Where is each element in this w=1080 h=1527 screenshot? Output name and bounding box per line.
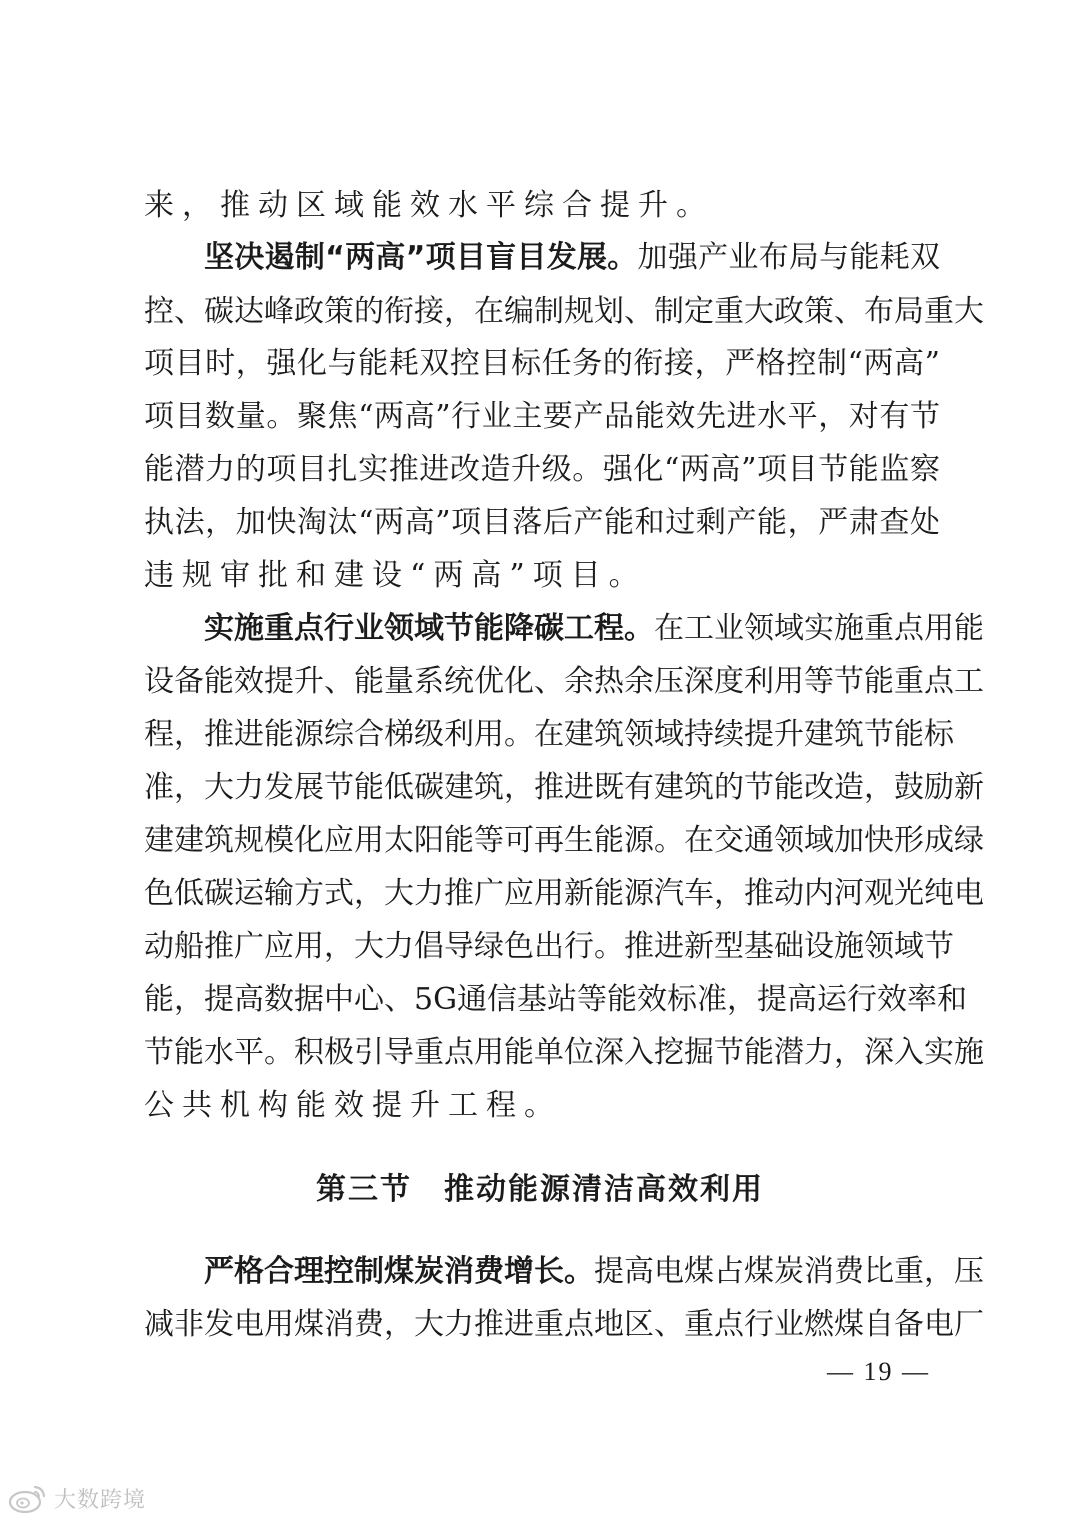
line-text: 设备能效提升、能量系统优化、余热余压深度利用等节能重点工 <box>144 664 984 699</box>
text-line <box>144 1033 984 1073</box>
text-line <box>144 768 984 808</box>
section-heading: 第三节 推动能源清洁高效利用 <box>316 1172 764 1207</box>
paragraph-first-line <box>204 609 984 649</box>
text-line <box>144 715 954 755</box>
watermark-text: 大数跨境 <box>54 1487 147 1513</box>
text-line <box>144 874 984 914</box>
line-text: 公共机构能效提升工程。 <box>144 1088 562 1123</box>
text-line <box>144 186 940 226</box>
text-line <box>144 821 984 861</box>
text-line <box>144 344 940 384</box>
line-text: 执法，加快淘汰“两高”项目落后产能和过剩产能，严肃查处 <box>144 505 940 540</box>
line-text: 控、碳达峰政策的衔接，在编制规划、制定重大政策、布局重大 <box>144 294 984 329</box>
line-text: 能潜力的项目扎实推进改造升级。强化“两高”项目节能监察 <box>144 452 940 487</box>
line-text: 动船推广应用，大力倡导绿色出行。推进新型基础设施领域节 <box>144 929 954 964</box>
paragraph-first-line <box>204 238 940 278</box>
line-text: 项目数量。聚焦“两高”行业主要产品能效先进水平，对有节 <box>144 399 940 434</box>
paragraph-lead: 实施重点行业领域节能降碳工程。 <box>204 611 654 646</box>
watermark <box>8 1478 146 1518</box>
text-line <box>144 503 940 543</box>
paragraph-lead: 严格合理控制煤炭消费增长。 <box>204 1254 594 1289</box>
page-number: — 19 — <box>827 1357 930 1386</box>
line-text: 减非发电用煤消费，大力推进重点地区、重点行业燃煤自备电厂 <box>144 1307 984 1342</box>
text-line <box>144 397 940 437</box>
line-text: 节能水平。积极引导重点用能单位深入挖掘节能潜力，深入实施 <box>144 1035 984 1070</box>
line-text: 能，提高数据中心、5G通信基站等能效标准，提高运行效率和 <box>144 982 968 1017</box>
line-text: 加强产业布局与能耗双 <box>637 240 941 275</box>
text-line <box>144 450 940 490</box>
text-line <box>144 1086 940 1126</box>
text-line <box>144 556 940 596</box>
weibo-logo-icon <box>8 1481 48 1515</box>
line-text: 违规审批和建设“两高”项目。 <box>144 558 647 593</box>
paragraph-lead: 坚决遏制“两高”项目盲目发展。 <box>204 240 638 275</box>
text-line <box>144 292 984 332</box>
line-text: 项目时，强化与能耗双控目标任务的衔接，严格控制“两高” <box>144 346 940 381</box>
line-text: 提高电煤占煤炭消费比重，压 <box>594 1254 984 1289</box>
line-text: 来，推动区域能效水平综合提升。 <box>144 188 714 223</box>
line-text: 建建筑规模化应用太阳能等可再生能源。在交通领域加快形成绿 <box>144 823 984 858</box>
line-text: 在工业领域实施重点用能 <box>654 611 984 646</box>
line-text: 色低碳运输方式，大力推广应用新能源汽车，推动内河观光纯电 <box>144 876 984 911</box>
text-line <box>144 662 984 702</box>
text-line <box>144 1305 984 1345</box>
text-line <box>144 927 954 967</box>
text-line <box>144 980 968 1020</box>
line-text: 程，推进能源综合梯级利用。在建筑领域持续提升建筑节能标 <box>144 717 954 752</box>
line-text: 准，大力发展节能低碳建筑，推进既有建筑的节能改造，鼓励新 <box>144 770 984 805</box>
paragraph-first-line <box>204 1252 984 1292</box>
